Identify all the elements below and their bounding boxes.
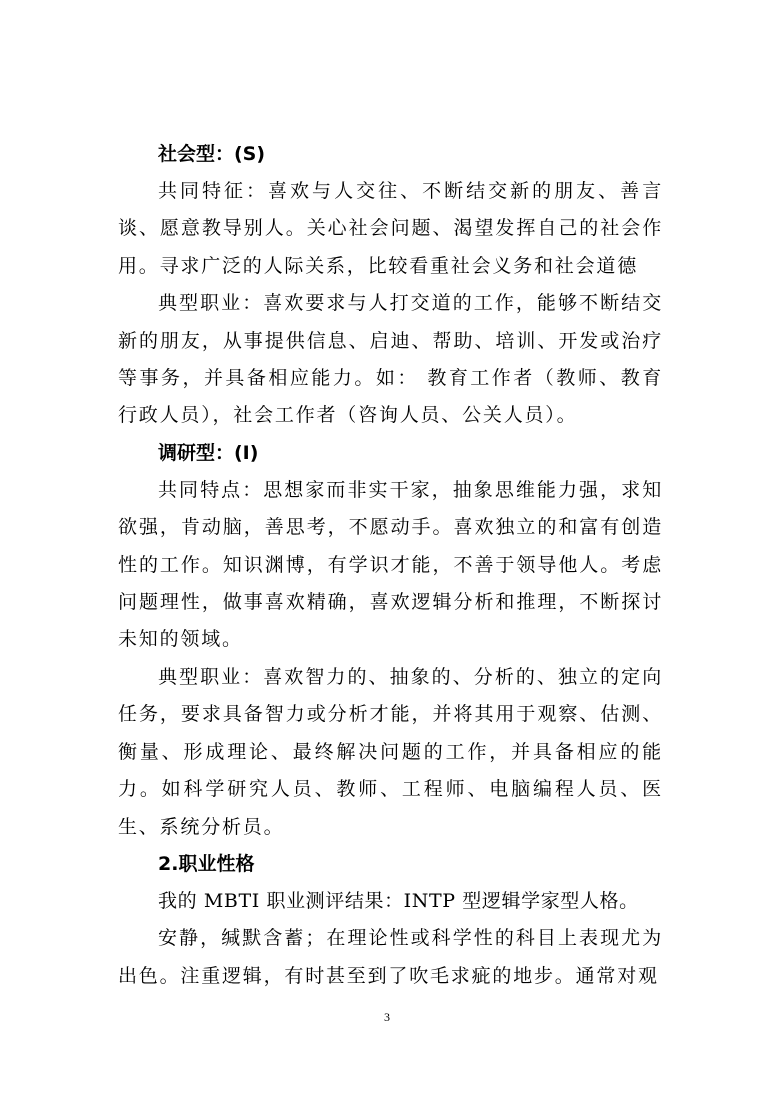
mbti-result-paragraph: 我的 MBTI 职业测评结果：INTP 型逻辑学家型人格。 [158, 889, 639, 912]
section-heading-investigative: 调研型：(I) [158, 441, 259, 464]
section-heading-social: 社会型：(S) [158, 143, 266, 165]
social-paragraph-traits: 共同特征：喜欢与人交往、不断结交新的朋友、善言谈、愿意教导别人。关心社会问题、渴望发挥自己的社会作用。寻求广泛的人际关系，比较看重社会义务和社会道德 [118, 180, 663, 277]
page-number: 3 [384, 1010, 390, 1024]
document-body [118, 136, 663, 995]
investigative-paragraph-traits: 共同特点：思想家而非实干家，抽象思维能力强，求知欲强，肯动脑，善思考，不愿动手。喜欢独立的和富有创造性的工作。知识渊博，有学识才能，不善于领导他人。考虑问题理性，做事喜欢精确，喜欢逻辑分析和推理，不断探讨未知的领域。 [118, 478, 663, 651]
investigative-paragraph-careers: 典型职业：喜欢智力的、抽象的、分析的、独立的定向任务，要求具备智力或分析才能，并将其用于观察、估测、衡量、形成理论、最终解决问题的工作，并具备相应的能力。如科学研究人员、教师、工程师、电脑编程人员、医生、系统分析员。 [118, 665, 663, 838]
social-paragraph-careers: 典型职业：喜欢要求与人打交道的工作，能够不断结交新的朋友，从事提供信息、启迪、帮助、培训、开发或治疗等事务，并具备相应能力。如： 教育工作者（教师、教育行政人员），社会工作者（咨询人员、公关人员）。 [118, 292, 663, 427]
section-heading-personality: 2.职业性格 [158, 852, 255, 875]
personality-description-paragraph: 安静，缄默含蓄；在理论性或科学性的科目上表现尤为出色。注重逻辑，有时甚至到了吹毛求疵的地步。通常对观 [118, 927, 663, 987]
